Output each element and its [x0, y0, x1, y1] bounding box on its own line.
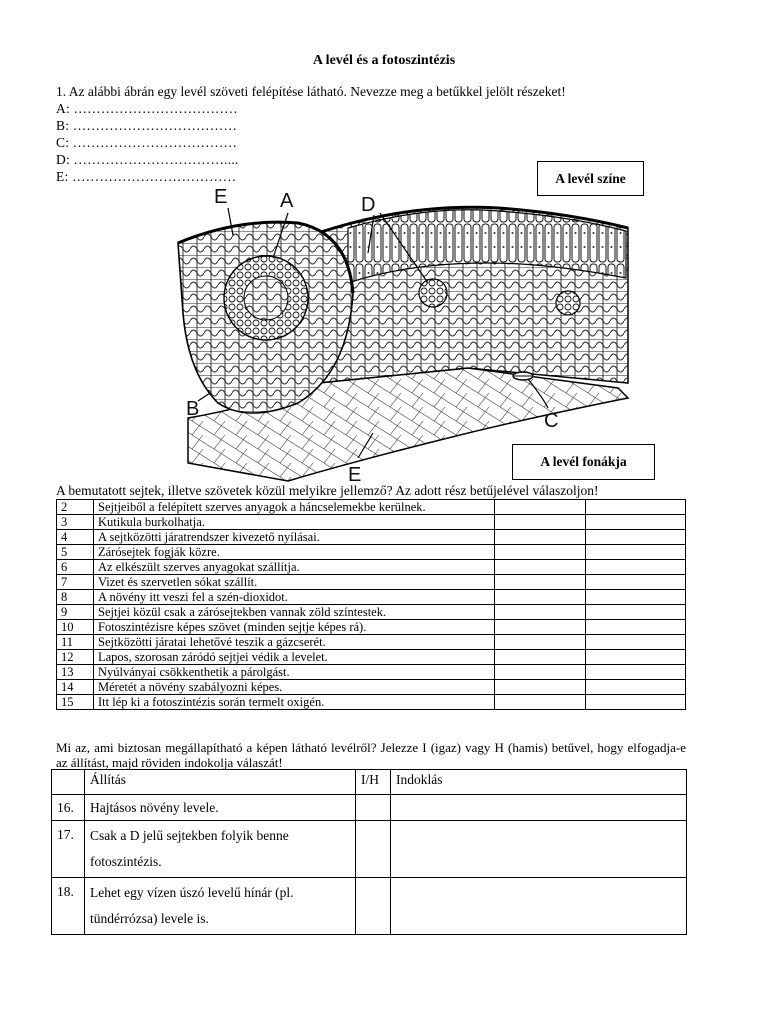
answer-cell-2[interactable] [586, 560, 686, 575]
statements-table [51, 769, 687, 935]
row-number: 3 [57, 515, 94, 530]
answer-cell-2[interactable] [586, 695, 686, 710]
label-a: A [280, 190, 294, 212]
question-1: 1. Az alábbi ábrán egy levél szöveti felépítése látható. Nevezze meg a betűkkel jelölt részeket! [56, 84, 566, 99]
label-c: C [544, 410, 559, 432]
row-number: 2 [57, 500, 94, 515]
answer-cell-2[interactable] [586, 680, 686, 695]
row-number: 11 [57, 635, 94, 650]
answer-cell[interactable] [495, 545, 586, 560]
reason-answer-cell[interactable] [391, 795, 687, 821]
answer-cell[interactable] [495, 680, 586, 695]
answer-cell-2[interactable] [586, 515, 686, 530]
row-statement: Lapos, szorosan záródó sejtjei védik a levelet. [94, 650, 495, 665]
statement-row [52, 821, 687, 878]
row-number: 6 [57, 560, 94, 575]
row-number: 5 [57, 545, 94, 560]
answer-cell[interactable] [495, 665, 586, 680]
row-number: 14 [57, 680, 94, 695]
statement-row [52, 878, 687, 935]
table-row [57, 530, 686, 545]
answer-cell[interactable] [495, 530, 586, 545]
ih-answer-cell[interactable] [356, 821, 391, 878]
table-row [57, 605, 686, 620]
answer-cell-2[interactable] [586, 665, 686, 680]
true-false-instruction: Mi az, ami biztosan megállapítható a képen látható levélről? Jelezze I (igaz) vagy H (hamis) betűvel, hogy elfogadja-e az állítást, majd röviden indokolja válaszát! [56, 740, 686, 770]
table-row [57, 650, 686, 665]
row-number: 15 [57, 695, 94, 710]
answer-cell[interactable] [495, 695, 586, 710]
leaf-lower-side-box: A levél fonákja [512, 444, 655, 480]
small-vascular-bundle [419, 279, 447, 307]
row-statement: Az elkészült szerves anyagokat szállítja. [94, 560, 495, 575]
table-row [57, 545, 686, 560]
ih-answer-cell[interactable] [356, 878, 391, 935]
row-statement: Itt lép ki a fotoszintézis során termelt oxigén. [94, 695, 495, 710]
row-number: 10 [57, 620, 94, 635]
row-statement: Zárósejtek fogják közre. [94, 545, 495, 560]
ih-answer-cell[interactable] [356, 795, 391, 821]
answer-cell[interactable] [495, 635, 586, 650]
blank-b[interactable]: B: ……………………………… [56, 118, 238, 133]
answer-cell-2[interactable] [586, 545, 686, 560]
header-statement: Állítás [85, 770, 356, 795]
row-statement: A sejtközötti járatrendszer kivezető nyílásai. [94, 530, 495, 545]
row-statement: Sejtjei közül csak a zárósejtekben vannak zöld színtestek. [94, 605, 495, 620]
row-statement: Nyúlványai csökkenthetik a párolgást. [94, 665, 495, 680]
label-b: B [186, 398, 200, 420]
row-statement: Kutikula burkolhatja. [94, 515, 495, 530]
blank-a[interactable]: A: ……………………………… [56, 101, 238, 116]
row-statement: Sejtjeiből a felépített szerves anyagok a háncselemekbe kerülnek. [94, 500, 495, 515]
statement-number: 18. [52, 878, 85, 935]
characteristics-table [56, 499, 686, 710]
reason-answer-cell[interactable] [391, 878, 687, 935]
answer-cell-2[interactable] [586, 500, 686, 515]
statement-number: 16. [52, 795, 85, 821]
answer-cell[interactable] [495, 575, 586, 590]
answer-cell[interactable] [495, 590, 586, 605]
row-statement: Vizet és szervetlen sókat szállít. [94, 575, 495, 590]
row-number: 4 [57, 530, 94, 545]
answer-cell[interactable] [495, 515, 586, 530]
statement-text: Lehet egy vízen úszó levelű hínár (pl. tündérrózsa) levele is. [85, 878, 356, 935]
statement-text: Hajtásos növény levele. [85, 795, 356, 821]
answer-cell[interactable] [495, 500, 586, 515]
blank-d[interactable]: D: …………………………….... [56, 152, 239, 167]
row-statement: Fotoszintézisre képes szövet (minden sejtje képes rá). [94, 620, 495, 635]
table-row [57, 500, 686, 515]
row-statement: A növény itt veszi fel a szén-dioxidot. [94, 590, 495, 605]
table-row [57, 680, 686, 695]
page-title: A levél és a fotoszintézis [312, 53, 456, 68]
answer-cell-2[interactable] [586, 635, 686, 650]
label-d: D [361, 194, 376, 216]
table-row [57, 695, 686, 710]
answer-cell-2[interactable] [586, 530, 686, 545]
statement-number: 17. [52, 821, 85, 878]
row-number: 7 [57, 575, 94, 590]
answer-cell-2[interactable] [586, 650, 686, 665]
header-ih: I/H [356, 770, 391, 795]
table-row [57, 635, 686, 650]
row-number: 9 [57, 605, 94, 620]
leaf-upper-side-box: A levél színe [537, 161, 644, 196]
statement-text: Csak a D jelű sejtekben folyik benne fotoszintézis. [85, 821, 356, 878]
leaf-cross-section-diagram [148, 183, 638, 483]
statements-header-row [52, 770, 687, 795]
statement-row [52, 795, 687, 821]
table-row [57, 590, 686, 605]
blank-e[interactable]: E: ……………………………… [56, 169, 237, 184]
row-statement: Sejtközötti járatai lehetővé teszik a gázcserét. [94, 635, 495, 650]
header-number-cell [52, 770, 85, 795]
answer-cell-2[interactable] [586, 620, 686, 635]
row-number: 12 [57, 650, 94, 665]
reason-answer-cell[interactable] [391, 821, 687, 878]
table-row [57, 575, 686, 590]
blank-c[interactable]: C: ……………………………… [56, 135, 238, 150]
row-number: 13 [57, 665, 94, 680]
table-row [57, 620, 686, 635]
header-reason: Indoklás [391, 770, 687, 795]
answer-cell[interactable] [495, 605, 586, 620]
answer-cell[interactable] [495, 650, 586, 665]
instruction: A bemutatott sejtek, illetve szövetek közül melyikre jellemző? Az adott rész betűjelével válaszoljon! [56, 483, 599, 498]
row-statement: Méretét a növény szabályozni képes. [94, 680, 495, 695]
label-e-top: E [214, 186, 228, 208]
answer-cell[interactable] [495, 560, 586, 575]
table-row [57, 515, 686, 530]
answer-cell-2[interactable] [586, 590, 686, 605]
answer-cell[interactable] [495, 620, 586, 635]
row-number: 8 [57, 590, 94, 605]
table-row [57, 665, 686, 680]
table-row [57, 560, 686, 575]
answer-cell-2[interactable] [586, 575, 686, 590]
answer-cell-2[interactable] [586, 605, 686, 620]
label-e-bottom: E [348, 464, 362, 483]
